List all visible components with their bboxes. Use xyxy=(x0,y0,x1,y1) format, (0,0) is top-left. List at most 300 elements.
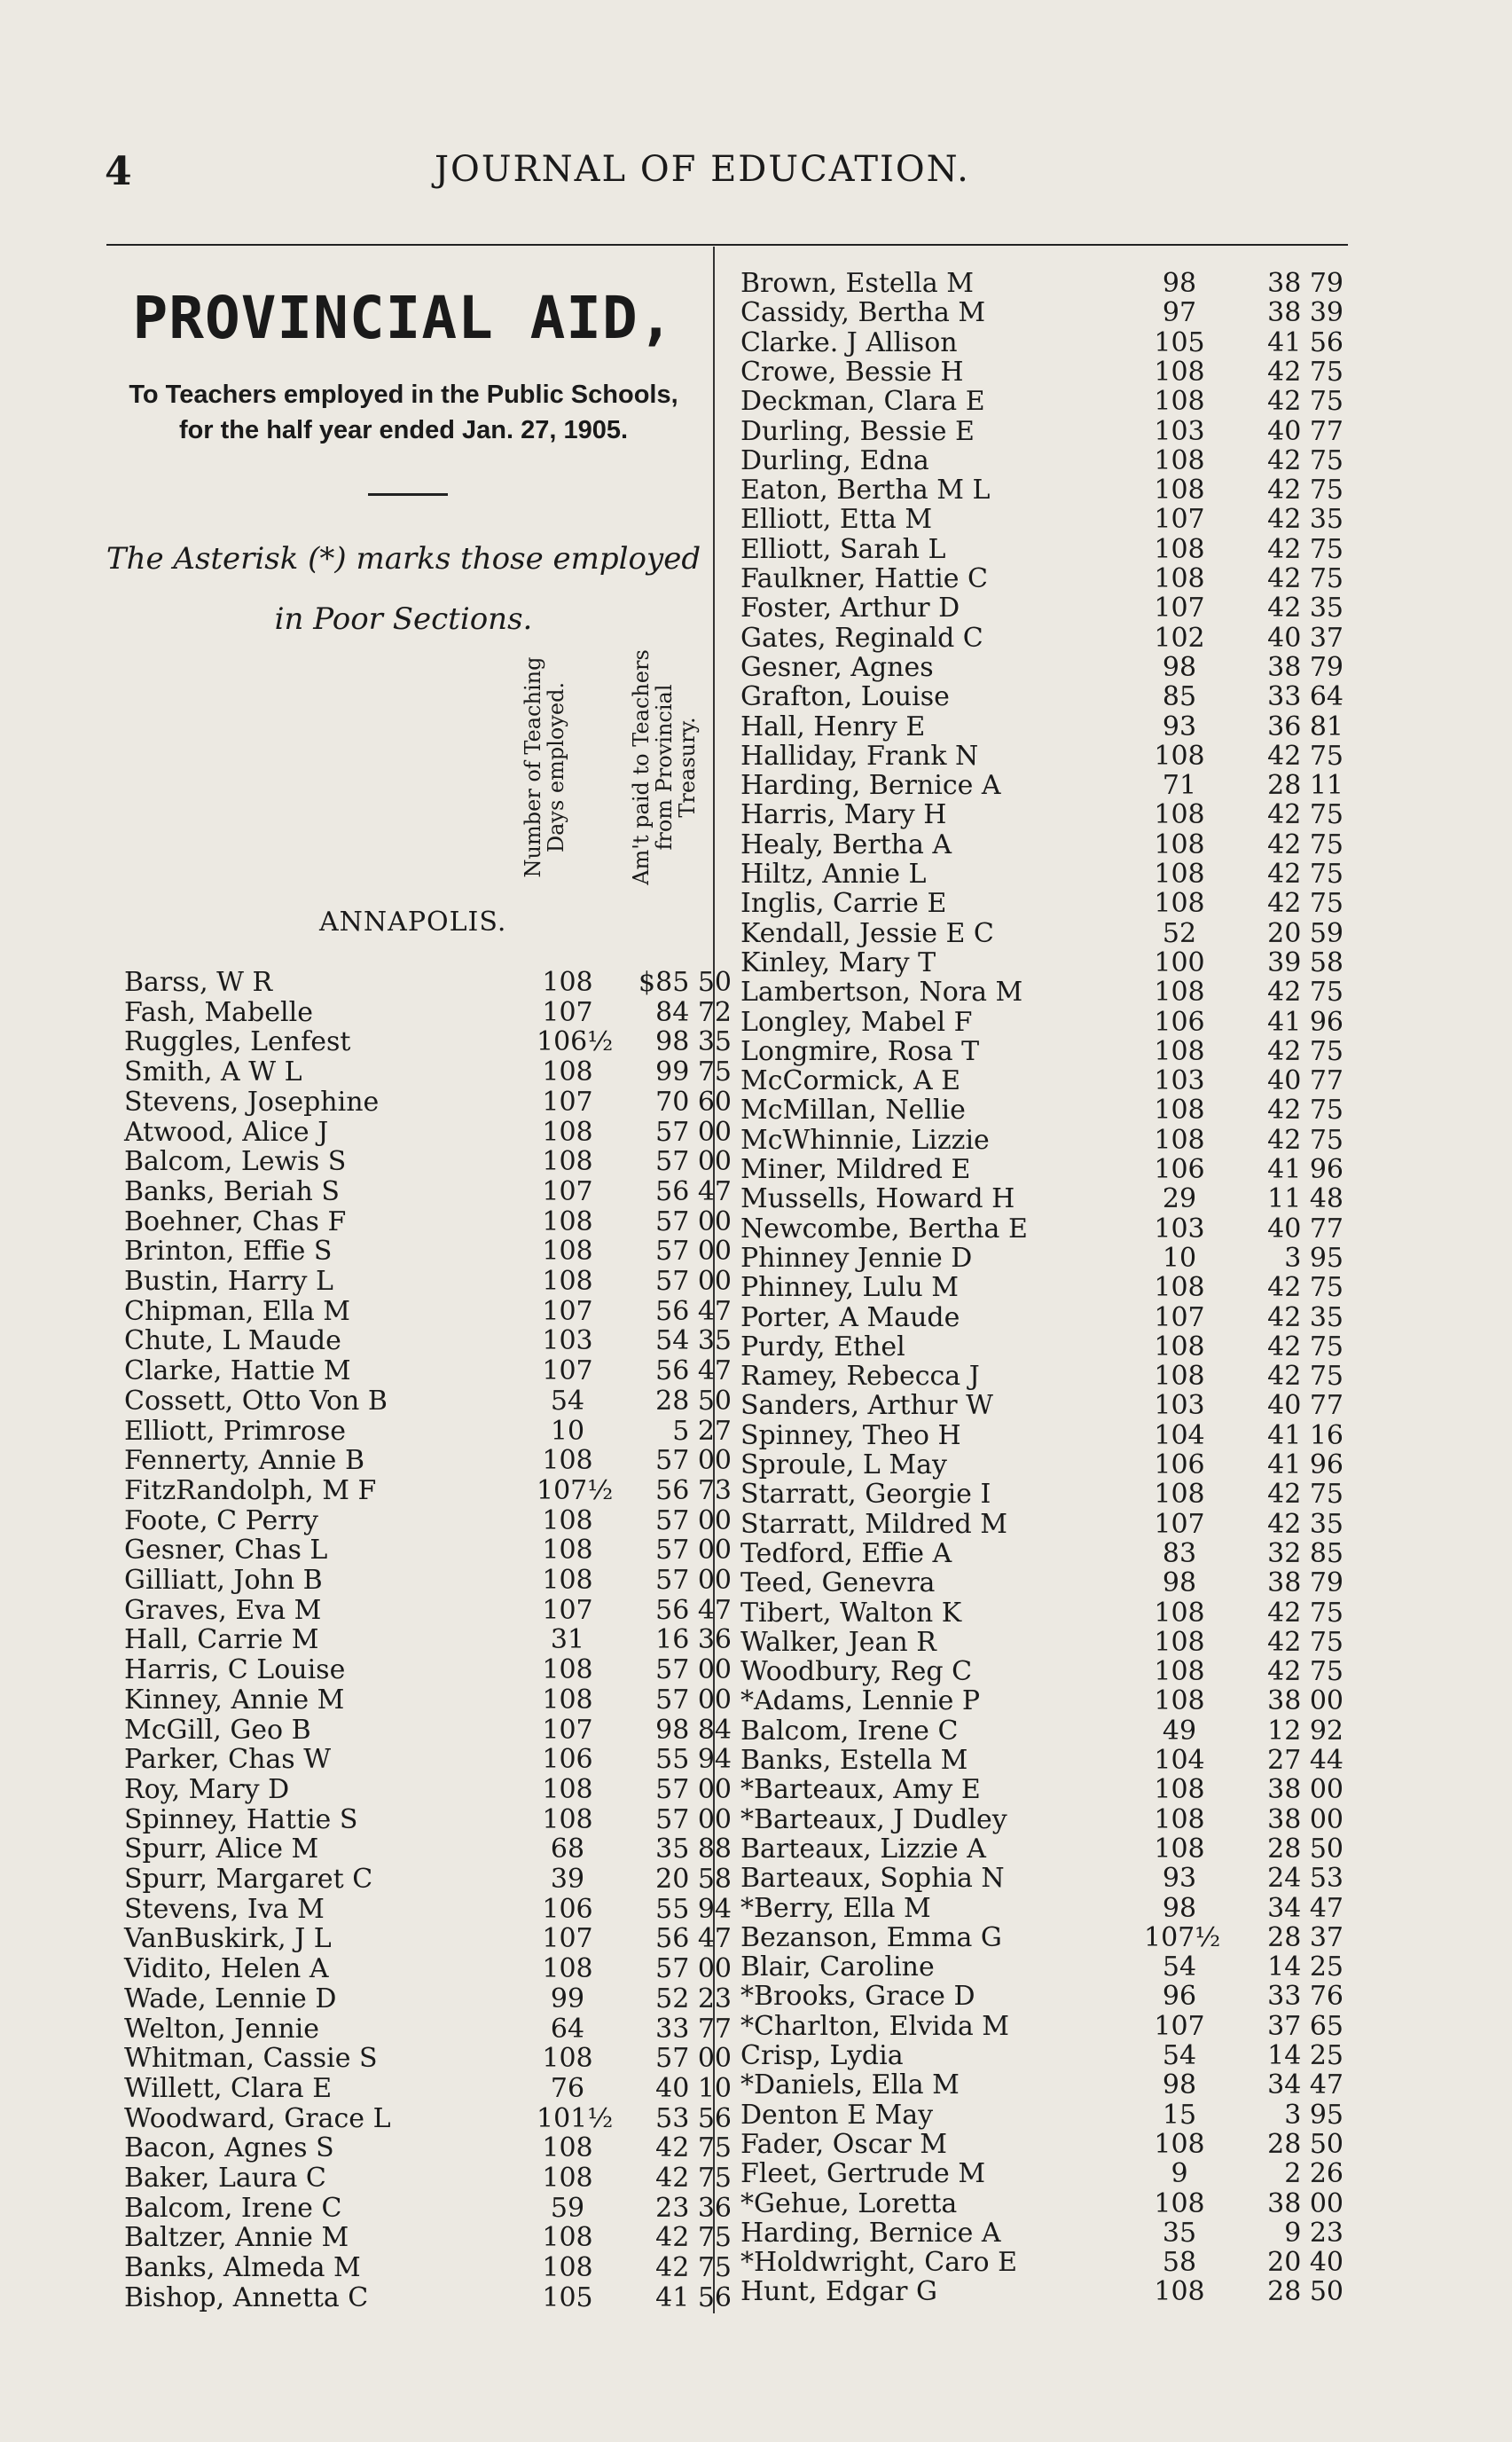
amount-paid: 53 56 xyxy=(655,2102,732,2134)
amount-paid: 42 75 xyxy=(1267,356,1344,388)
amount-paid: 41 56 xyxy=(1267,326,1344,358)
teacher-name: Crisp, Lydia xyxy=(740,2040,904,2071)
amount-paid: 42 35 xyxy=(1267,1301,1344,1333)
amount-paid: 42 75 xyxy=(1267,799,1344,831)
table-row xyxy=(740,1509,1361,1538)
table-row xyxy=(740,1272,1361,1304)
table-row xyxy=(740,770,1361,802)
teacher-name: Miner, Mildred E xyxy=(740,1154,971,1185)
teacher-name: *Daniels, Ella M xyxy=(740,2069,960,2101)
amount-paid: 42 35 xyxy=(1267,1508,1344,1540)
amount-paid: 70 60 xyxy=(655,1086,732,1118)
teaching-days: 104 xyxy=(1154,1419,1205,1451)
table-row xyxy=(740,799,1361,831)
teacher-name: Baltzer, Annie M xyxy=(124,2222,349,2254)
teaching-days: 108 xyxy=(1154,1272,1205,1304)
teaching-days: 108 xyxy=(1154,1833,1205,1865)
teacher-name: Harding, Bernice A xyxy=(740,2217,1001,2249)
amount-paid: 24 53 xyxy=(1267,1863,1344,1895)
teacher-name: Kinney, Annie M xyxy=(124,1684,345,1716)
teacher-name: Bustin, Harry L xyxy=(124,1266,333,1297)
table-row xyxy=(740,297,1361,329)
teacher-name: Clarke. J Allison xyxy=(740,326,958,358)
table-row xyxy=(740,1302,1361,1331)
amount-paid: 36 81 xyxy=(1267,711,1344,742)
teaching-days: 64 xyxy=(550,2013,585,2045)
teaching-days: 108 xyxy=(542,2043,593,2075)
teacher-name: VanBuskirk, J L xyxy=(124,1923,332,1955)
teaching-days: 107 xyxy=(1154,1508,1205,1540)
page-number: 4 xyxy=(105,149,132,194)
top-rule xyxy=(106,244,1348,246)
teacher-name: Gilliatt, John B xyxy=(124,1565,323,1596)
teaching-days: 108 xyxy=(1154,533,1205,565)
teacher-name: Spinney, Theo H xyxy=(740,1419,961,1451)
teaching-days: 15 xyxy=(1162,2099,1197,2131)
table-row xyxy=(124,2073,745,2102)
table-row xyxy=(124,1416,745,1445)
teacher-name: Gates, Reginald C xyxy=(740,622,983,654)
amount-paid: 42 75 xyxy=(655,2163,732,2194)
teacher-name: Longmire, Rosa T xyxy=(740,1035,980,1067)
table-row xyxy=(124,1176,745,1205)
teacher-name: Foster, Arthur D xyxy=(740,593,960,624)
teaching-days: 106 xyxy=(542,1744,593,1776)
teacher-name: Bezanson, Emma G xyxy=(740,1921,1002,1953)
teaching-days: 108 xyxy=(542,1266,593,1297)
table-row xyxy=(740,741,1361,770)
teaching-days: 103 xyxy=(542,1325,593,1357)
teacher-name: Cassidy, Bertha M xyxy=(740,297,986,329)
amount-paid: 38 79 xyxy=(1267,1567,1344,1599)
table-row xyxy=(124,997,745,1026)
teaching-days: 102 xyxy=(1154,622,1205,654)
amount-paid: 42 75 xyxy=(1267,859,1344,890)
teacher-name: McCormick, A E xyxy=(740,1065,961,1097)
teaching-days: 107 xyxy=(542,996,593,1028)
table-row xyxy=(124,1833,745,1863)
teacher-name: *Gehue, Loretta xyxy=(740,2187,958,2219)
amount-paid: 57 00 xyxy=(655,1803,732,1835)
table-row xyxy=(124,1355,745,1385)
table-row xyxy=(124,2282,745,2312)
teaching-days: 85 xyxy=(1162,681,1197,713)
teaching-days: 108 xyxy=(1154,563,1205,594)
teacher-name: Brown, Estella M xyxy=(740,268,974,299)
teaching-days: 31 xyxy=(550,1624,585,1656)
table-row xyxy=(740,977,1361,1009)
teacher-name: Healy, Bertha A xyxy=(740,828,952,860)
teacher-name: Chipman, Ella M xyxy=(124,1295,351,1327)
teacher-name: Gesner, Chas L xyxy=(124,1535,328,1566)
teacher-name: McWhinnie, Lizzie xyxy=(740,1124,990,1156)
teaching-days: 108 xyxy=(1154,888,1205,920)
teacher-name: Boehner, Chas F xyxy=(124,1205,347,1237)
amount-paid: 57 00 xyxy=(655,1146,732,1178)
amount-paid: 42 75 xyxy=(1267,563,1344,594)
amount-paid: 40 10 xyxy=(655,2072,732,2104)
teaching-days: 108 xyxy=(1154,475,1205,506)
table-row xyxy=(740,2069,1361,2099)
amount-paid: 57 00 xyxy=(655,1654,732,1686)
amount-paid: 42 75 xyxy=(1267,1597,1344,1629)
table-row xyxy=(124,1684,745,1714)
teacher-name: Atwood, Alice J xyxy=(124,1116,329,1148)
teacher-name: McGill, Geo B xyxy=(124,1714,311,1746)
teacher-name: Banks, Almeda M xyxy=(124,2252,361,2284)
teaching-days: 107 xyxy=(542,1086,593,1118)
teaching-days: 107 xyxy=(1154,2010,1205,2042)
teacher-name: Fader, Oscar M xyxy=(740,2128,948,2160)
amount-paid: 57 00 xyxy=(655,1266,732,1297)
teaching-days: 108 xyxy=(1154,1685,1205,1717)
teaching-days: 108 xyxy=(542,1146,593,1178)
teaching-days: 103 xyxy=(1154,1065,1205,1097)
teaching-days: 106 xyxy=(1154,1449,1205,1480)
teacher-name: Denton E May xyxy=(740,2099,934,2131)
teaching-days: 106 xyxy=(1154,1006,1205,1038)
teacher-name: Harding, Bernice A xyxy=(740,770,1001,802)
amount-paid: 40 77 xyxy=(1267,415,1344,447)
teaching-days: 108 xyxy=(1154,1774,1205,1806)
table-row xyxy=(740,534,1361,563)
teaching-days: 108 xyxy=(1154,977,1205,1009)
table-row xyxy=(740,2011,1361,2040)
table-row xyxy=(740,2100,1361,2129)
amount-paid: 40 77 xyxy=(1267,1390,1344,1422)
table-row xyxy=(740,681,1361,711)
article-subtitle xyxy=(98,377,709,448)
table-row xyxy=(740,563,1361,593)
amount-paid: 42 75 xyxy=(1267,475,1344,506)
table-row xyxy=(740,268,1361,297)
teacher-name: *Adams, Lennie P xyxy=(740,1685,981,1717)
amount-paid: 38 79 xyxy=(1267,651,1344,683)
subtitle-line-1: To Teachers employed in the Public Schools, xyxy=(129,381,678,409)
teacher-name: Clarke, Hattie M xyxy=(124,1355,351,1387)
amount-paid: 38 00 xyxy=(1267,1803,1344,1835)
teacher-name: Barteaux, Sophia N xyxy=(740,1863,1005,1895)
teaching-days: 107½ xyxy=(1144,1921,1221,1953)
subtitle-line-2: for the half year ended Jan. 27, 1905. xyxy=(178,416,629,444)
teacher-name: *Barteaux, J Dudley xyxy=(740,1803,1007,1835)
table-row xyxy=(124,1894,745,1923)
table-row xyxy=(740,859,1361,888)
teaching-days: 108 xyxy=(1154,2128,1205,2160)
table-row xyxy=(740,1125,1361,1154)
table-row xyxy=(124,1296,745,1325)
amount-paid: 28 50 xyxy=(655,1385,732,1417)
teaching-days: 71 xyxy=(1162,770,1197,802)
amount-paid: 40 77 xyxy=(1267,1213,1344,1245)
teacher-name: *Barteaux, Amy E xyxy=(740,1774,981,1806)
teacher-name: Halliday, Frank N xyxy=(740,740,979,772)
teaching-days: 108 xyxy=(542,1565,593,1596)
table-row xyxy=(124,1325,745,1357)
table-row xyxy=(124,2132,745,2162)
table-row xyxy=(740,1745,1361,1774)
table-row xyxy=(740,1833,1361,1863)
teacher-name: Crowe, Bessie H xyxy=(740,356,964,388)
teacher-name: Sproule, L May xyxy=(740,1449,947,1480)
teacher-name: Deckman, Clara E xyxy=(740,386,985,418)
amount-paid: 38 00 xyxy=(1267,1774,1344,1806)
amount-paid: 57 00 xyxy=(655,1684,732,1716)
teaching-days: 108 xyxy=(542,1116,593,1148)
teaching-days: 108 xyxy=(542,1056,593,1088)
amount-paid: 42 75 xyxy=(1267,828,1344,860)
amount-paid: 56 47 xyxy=(655,1923,732,1955)
amount-paid: 20 59 xyxy=(1267,917,1344,949)
teacher-name: Fleet, Gertrude M xyxy=(740,2158,986,2190)
teacher-name: *Holdwright, Caro E xyxy=(740,2247,1017,2279)
teaching-days: 96 xyxy=(1162,1981,1197,2013)
teacher-name: Stevens, Josephine xyxy=(124,1086,380,1118)
amount-paid: 99 75 xyxy=(655,1056,732,1088)
teaching-days: 106½ xyxy=(537,1026,614,1058)
table-row xyxy=(740,623,1361,652)
amount-paid: 16 36 xyxy=(655,1624,732,1656)
table-row xyxy=(740,327,1361,357)
table-row xyxy=(740,1331,1361,1361)
teacher-name: Balcom, Lewis S xyxy=(124,1146,347,1178)
table-row xyxy=(124,1236,745,1268)
teacher-name: Harris, C Louise xyxy=(124,1654,346,1686)
teacher-name: Graves, Eva M xyxy=(124,1594,322,1626)
amount-paid: 12 92 xyxy=(1267,1715,1344,1747)
table-row xyxy=(740,475,1361,504)
teaching-days: 108 xyxy=(542,1803,593,1835)
teacher-name: FitzRandolph, M F xyxy=(124,1474,377,1506)
teacher-name: Starratt, Mildred M xyxy=(740,1508,1007,1540)
table-row xyxy=(124,1774,745,1803)
amount-paid: 57 00 xyxy=(655,2043,732,2075)
teacher-name: Grafton, Louise xyxy=(740,681,950,713)
teaching-days: 108 xyxy=(542,1773,593,1805)
amount-paid: 56 47 xyxy=(655,1594,732,1626)
teaching-days: 107 xyxy=(1154,1301,1205,1333)
teaching-days: 108 xyxy=(542,1953,593,1985)
amount-paid: 2 26 xyxy=(1284,2158,1344,2190)
amount-paid: 41 96 xyxy=(1267,1006,1344,1038)
amount-paid: 40 77 xyxy=(1267,1065,1344,1097)
amount-paid: 42 75 xyxy=(1267,386,1344,418)
teaching-days: 107½ xyxy=(537,1474,614,1506)
teaching-days: 76 xyxy=(550,2072,585,2104)
amount-paid: 56 47 xyxy=(655,1355,732,1387)
teaching-days: 101½ xyxy=(537,2102,614,2134)
teaching-days: 98 xyxy=(1162,651,1197,683)
table-row xyxy=(740,2218,1361,2247)
amount-paid: 54 35 xyxy=(655,1325,732,1357)
teaching-days: 108 xyxy=(542,2132,593,2164)
teaching-days: 108 xyxy=(542,1684,593,1716)
teaching-days: 108 xyxy=(1154,1803,1205,1835)
amount-paid: 42 35 xyxy=(1267,504,1344,536)
table-row xyxy=(124,2222,745,2254)
teaching-days: 98 xyxy=(1162,1892,1197,1924)
teacher-name: Longley, Mabel F xyxy=(740,1006,973,1038)
amount-paid: 42 75 xyxy=(1267,1626,1344,1658)
table-row xyxy=(740,947,1361,977)
table-row xyxy=(124,1475,745,1504)
amount-paid: 52 23 xyxy=(655,1983,732,2014)
table-row xyxy=(124,1804,745,1833)
amount-paid: 28 37 xyxy=(1267,1921,1344,1953)
amount-paid: 28 50 xyxy=(1267,1833,1344,1865)
table-row xyxy=(124,1923,745,1955)
table-row xyxy=(740,1243,1361,1272)
teaching-days: 83 xyxy=(1162,1537,1197,1569)
table-row xyxy=(124,1744,745,1776)
teacher-name: *Berry, Ella M xyxy=(740,1892,931,1924)
amount-paid: 42 75 xyxy=(655,2222,732,2254)
teacher-name: Walker, Jean R xyxy=(740,1626,936,1658)
teaching-days: 108 xyxy=(542,1654,593,1686)
teacher-name: *Charlton, Elvida M xyxy=(740,2010,1009,2042)
section-heading: ANNAPOLIS. xyxy=(319,907,507,938)
teacher-name: Kinley, Mary T xyxy=(740,946,936,978)
table-row xyxy=(740,1390,1361,1422)
table-row xyxy=(740,1213,1361,1243)
teaching-days: 107 xyxy=(542,1923,593,1955)
teaching-days: 54 xyxy=(1162,2040,1197,2071)
table-row xyxy=(740,918,1361,947)
table-row xyxy=(124,2043,745,2075)
teaching-days: 108 xyxy=(542,1504,593,1536)
amount-paid: 34 47 xyxy=(1267,2069,1344,2101)
teacher-name: Vidito, Helen A xyxy=(124,1953,329,1985)
amount-paid: 42 75 xyxy=(1267,1095,1344,1127)
amount-paid: 39 58 xyxy=(1267,946,1344,978)
amount-paid: 57 00 xyxy=(655,1773,732,1805)
amount-paid: 56 47 xyxy=(655,1175,732,1207)
teacher-name: Spurr, Margaret C xyxy=(124,1864,373,1895)
teaching-days: 108 xyxy=(542,2252,593,2284)
amount-paid: 55 94 xyxy=(655,1744,732,1776)
amount-paid: 33 76 xyxy=(1267,1981,1344,2013)
amount-paid: 40 37 xyxy=(1267,622,1344,654)
amount-paid: 42 75 xyxy=(1267,1361,1344,1393)
teaching-days: 107 xyxy=(542,1355,593,1387)
amount-paid: 98 35 xyxy=(655,1026,732,1058)
amount-paid: 28 11 xyxy=(1267,770,1344,802)
table-row xyxy=(740,593,1361,622)
teacher-name: Welton, Jennie xyxy=(124,2013,320,2045)
teaching-days: 59 xyxy=(550,2192,585,2224)
teaching-days: 58 xyxy=(1162,2247,1197,2279)
teaching-days: 108 xyxy=(542,967,593,998)
teaching-days: 105 xyxy=(1154,326,1205,358)
teacher-name: Lambertson, Nora M xyxy=(740,977,1023,1009)
teaching-days: 29 xyxy=(1162,1183,1197,1215)
teaching-days: 97 xyxy=(1162,297,1197,329)
table-row xyxy=(740,2040,1361,2069)
amount-paid: 42 75 xyxy=(1267,1124,1344,1156)
teacher-name: Bacon, Agnes S xyxy=(124,2132,334,2164)
teacher-name: Barteaux, Lizzie A xyxy=(740,1833,986,1865)
amount-paid: 57 00 xyxy=(655,1953,732,1985)
amount-paid: 42 75 xyxy=(1267,888,1344,920)
teaching-days: 108 xyxy=(1154,828,1205,860)
amount-paid: 14 25 xyxy=(1267,1951,1344,1983)
teacher-name: Tibert, Walton K xyxy=(740,1597,962,1629)
teaching-days: 108 xyxy=(1154,1361,1205,1393)
teacher-name: Hunt, Edgar G xyxy=(740,2276,937,2308)
amount-paid: 42 75 xyxy=(1267,444,1344,476)
amount-paid: 57 00 xyxy=(655,1445,732,1477)
table-row xyxy=(740,416,1361,445)
teaching-days: 108 xyxy=(542,2163,593,2194)
table-row xyxy=(740,2276,1361,2308)
teaching-days: 108 xyxy=(542,1236,593,1268)
table-row xyxy=(740,711,1361,741)
table-row xyxy=(124,1087,745,1116)
teacher-name: Bishop, Annetta C xyxy=(124,2281,369,2313)
teaching-days: 108 xyxy=(1154,799,1205,831)
teacher-name: Whitman, Cassie S xyxy=(124,2043,378,2075)
amount-paid: 42 75 xyxy=(1267,977,1344,1009)
teacher-name: McMillan, Nellie xyxy=(740,1095,966,1127)
teacher-name: Hiltz, Annie L xyxy=(740,859,927,890)
teacher-name: Balcom, Irene C xyxy=(740,1715,959,1747)
amount-paid: 57 00 xyxy=(655,1535,732,1566)
amount-paid: 20 58 xyxy=(655,1864,732,1895)
article-title: PROVINCIAL AID, xyxy=(132,284,675,352)
short-rule xyxy=(368,493,448,496)
teacher-name: Spurr, Alice M xyxy=(124,1833,319,1865)
teacher-name: Ramey, Rebecca J xyxy=(740,1361,980,1393)
teaching-days: 68 xyxy=(550,1833,585,1865)
amount-paid: 11 48 xyxy=(1267,1183,1344,1215)
teacher-name: Fennerty, Annie B xyxy=(124,1445,364,1477)
teacher-name: Hall, Carrie M xyxy=(124,1624,319,1656)
table-row xyxy=(124,1654,745,1684)
teacher-name: Spinney, Hattie S xyxy=(124,1803,358,1835)
amount-paid: 42 75 xyxy=(655,2252,732,2284)
table-row xyxy=(740,386,1361,418)
amount-paid: 57 00 xyxy=(655,1504,732,1536)
table-row xyxy=(740,829,1361,859)
table-row xyxy=(740,1951,1361,1981)
amount-paid: 42 75 xyxy=(655,2132,732,2164)
table-row xyxy=(740,1922,1361,1951)
teacher-name: Eaton, Bertha M L xyxy=(740,475,991,506)
teacher-name: Tedford, Effie A xyxy=(740,1537,952,1569)
teaching-days: 108 xyxy=(542,2222,593,2254)
teacher-name: Balcom, Irene C xyxy=(124,2192,342,2224)
teaching-days: 108 xyxy=(1154,2187,1205,2219)
teaching-days: 107 xyxy=(542,1175,593,1207)
table-row xyxy=(740,1095,1361,1127)
table-row xyxy=(740,2129,1361,2158)
teacher-name: Newcombe, Bertha E xyxy=(740,1213,1028,1245)
table-row xyxy=(740,1154,1361,1183)
amount-paid: 3 95 xyxy=(1284,1242,1344,1274)
teaching-days: 107 xyxy=(542,1295,593,1327)
table-row xyxy=(740,1361,1361,1393)
table-row xyxy=(124,2103,745,2132)
amount-paid: 5 27 xyxy=(672,1415,732,1447)
amount-paid: 23 36 xyxy=(655,2192,732,2224)
teaching-days: 108 xyxy=(1154,1095,1205,1127)
teaching-days: 108 xyxy=(542,1535,593,1566)
table-row xyxy=(124,1953,745,1983)
teacher-name: Willett, Clara E xyxy=(124,2072,333,2104)
asterisk-note xyxy=(98,529,709,649)
table-row xyxy=(124,967,745,996)
amount-paid: 38 00 xyxy=(1267,1685,1344,1717)
